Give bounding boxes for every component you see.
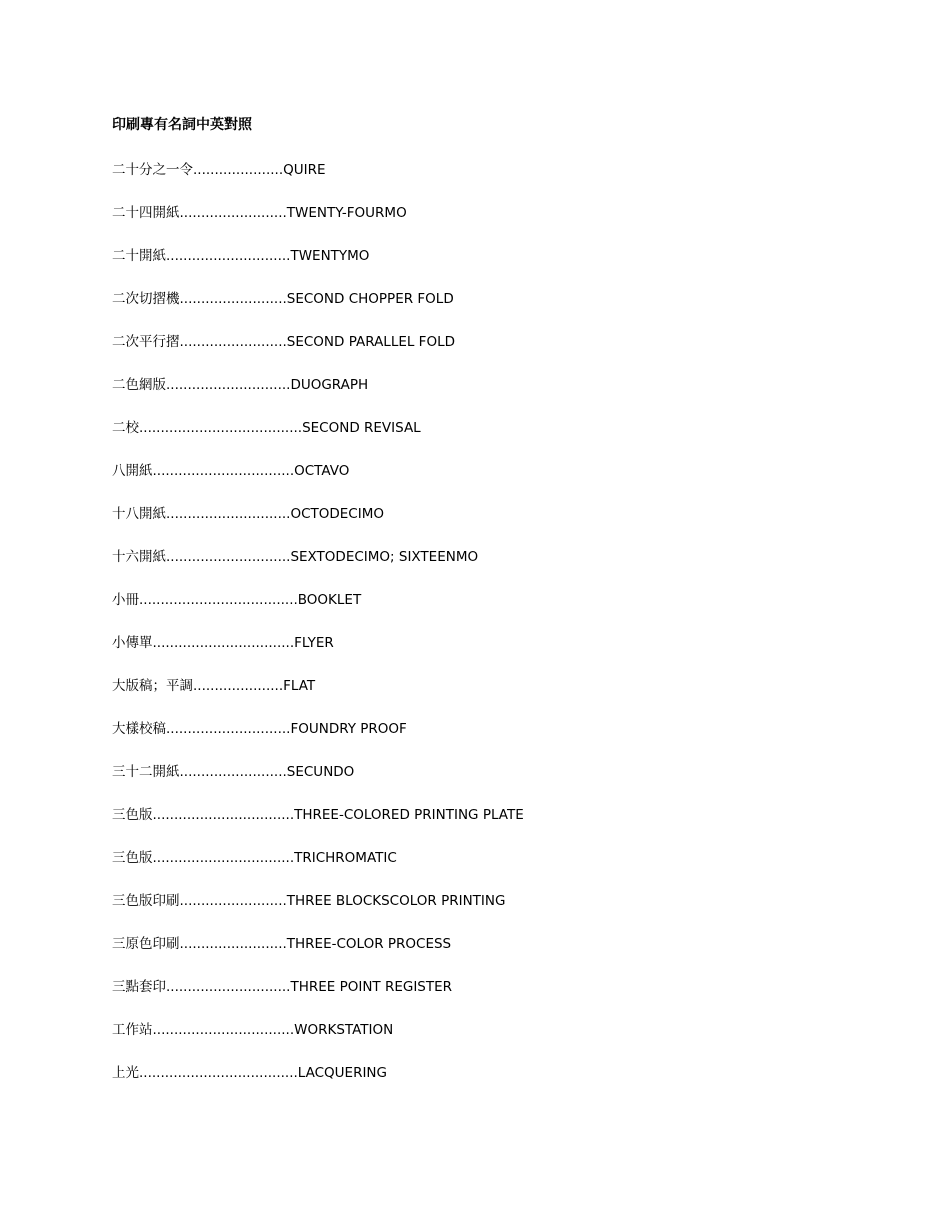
glossary-entry: 二次切摺機.........................SECOND CHOPPER FOLD [112, 291, 454, 307]
glossary-entry: 十八開紙.............................OCTODECIMO [112, 506, 384, 522]
glossary-entry: 三十二開紙.........................SECUNDO [112, 764, 355, 780]
glossary-entry: 八開紙.................................OCTAVO [112, 463, 350, 479]
glossary-entry: 大樣校稿.............................FOUNDRY PROOF [112, 721, 407, 737]
glossary-entry: 小傳單.................................FLYER [112, 635, 334, 651]
glossary-entry: 三色版.................................TRICHROMATIC [112, 850, 397, 866]
glossary-entry: 三色版.................................THREE-COLORED PRINTING PLATE [112, 807, 524, 823]
glossary-entry: 二次平行摺.........................SECOND PARALLEL FOLD [112, 334, 455, 350]
glossary-entry: 二十分之一令.....................QUIRE [112, 162, 326, 178]
page-title: 印刷專有名詞中英對照 [112, 117, 252, 133]
glossary-entry: 二十開紙.............................TWENTYMO [112, 248, 370, 264]
glossary-entry: 大版稿；平調.....................FLAT [112, 678, 316, 694]
glossary-entry: 小冊.....................................BOOKLET [112, 592, 362, 608]
glossary-entry: 工作站.................................WORKSTATION [112, 1022, 394, 1038]
glossary-entry: 十六開紙.............................SEXTODECIMO; SIXTEENMO [112, 549, 479, 565]
glossary-entry: 三點套印.............................THREE POINT REGISTER [112, 979, 453, 995]
glossary-entry: 二校......................................SECOND REVISAL [112, 420, 421, 436]
glossary-entry: 三原色印刷.........................THREE-COLOR PROCESS [112, 936, 452, 952]
glossary-entry: 上光.....................................LACQUERING [112, 1065, 387, 1081]
glossary-entry: 二十四開紙.........................TWENTY-FOURMO [112, 205, 407, 221]
glossary-entry: 三色版印刷.........................THREE BLOCKSCOLOR PRINTING [112, 893, 506, 909]
glossary-entry: 二色網版.............................DUOGRAPH [112, 377, 369, 393]
